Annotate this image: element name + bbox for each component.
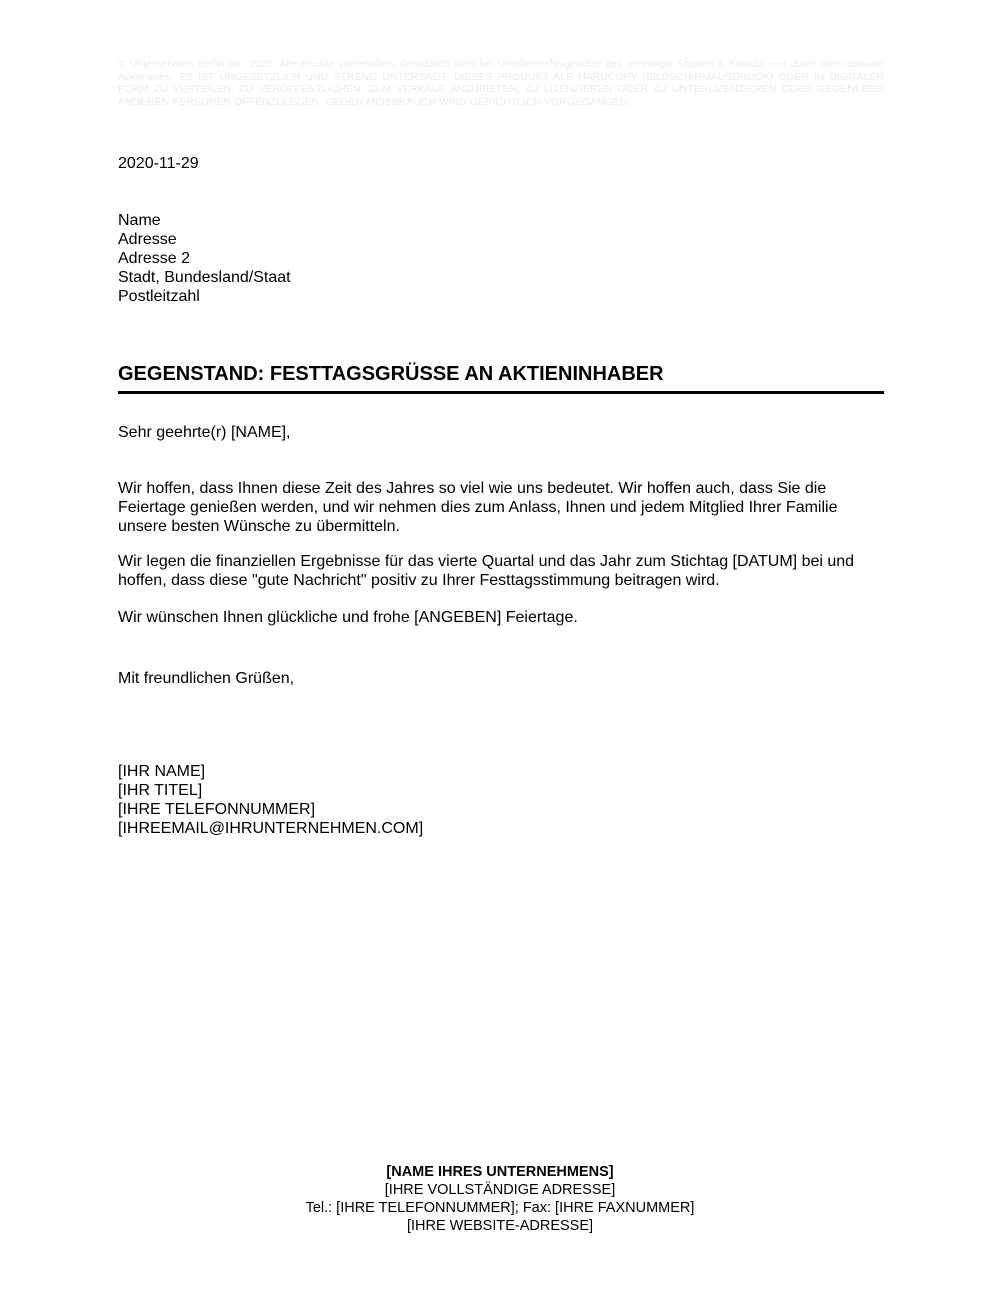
- letterhead-footer: [0, 1163, 1000, 1235]
- body-paragraph: Wir wünschen Ihnen glückliche und frohe [ANGEBEN] Feiertage.: [118, 609, 578, 626]
- subject-divider: [118, 391, 884, 394]
- recipient-address-line-1: Adresse: [118, 231, 177, 248]
- signature-phone: [IHRE TELEFONNUMMER]: [118, 801, 316, 818]
- signature-name: [IHR NAME]: [118, 763, 206, 780]
- letter-subject: GEGENSTAND: FESTTAGSGRÜSSE AN AKTIENINHABER: [118, 363, 664, 385]
- recipient-address-block: [118, 211, 291, 306]
- signature-title: [IHR TITEL]: [118, 782, 203, 799]
- recipient-postal-code: Postleitzahl: [118, 288, 200, 305]
- body-paragraph: Wir legen die finanziellen Ergebnisse für das vierte Quartal und das Jahr zum Stichtag [DATUM] bei und hoffen, dass diese "gute Nachricht" positiv zu Ihrer Festtagsstimmung beitragen wird.: [118, 553, 855, 589]
- footer-website: [IHRE WEBSITE-ADRESSE]: [406, 1218, 594, 1234]
- body-paragraph: Wir hoffen, dass Ihnen diese Zeit des Jahres so viel wie uns bedeutet. Wir hoffen auch, dass Sie die Feiertage genießen werden, und wir nehmen dies zum Anlass, Ihnen und jedem Mitglied Ihrer Familie unsere besten Wünsche zu übermitteln.: [118, 480, 838, 535]
- footer-company-name: [NAME IHRES UNTERNEHMENS]: [386, 1164, 614, 1180]
- footer-contact: Tel.: [IHRE TELEFONNUMMER]; Fax: [IHRE FAXNUMMER]: [305, 1200, 695, 1216]
- letter-date: 2020-11-29: [118, 155, 199, 172]
- recipient-city-state: Stadt, Bundesland/Staat: [118, 269, 291, 286]
- recipient-address-line-2: Adresse 2: [118, 250, 191, 267]
- recipient-name: Name: [118, 212, 161, 229]
- signature-email: [IHREEMAIL@IHRUNTERNEHMEN.COM]: [118, 820, 424, 837]
- salutation: Sehr geehrte(r) [NAME],: [118, 424, 291, 441]
- signature-block: [118, 762, 423, 838]
- closing: Mit freundlichen Grüßen,: [118, 670, 295, 687]
- footer-address: [IHRE VOLLSTÄNDIGE ADRESSE]: [384, 1182, 616, 1198]
- copyright-notice: © Unternehmen Berlin Inc. 2020. Alle Rechte vorbehalten. Gesetzlich nicht bei Urheberrechtsgesetze des Vereinigte Staaten & Kanada und durch internationale Abkommen. ES IST UNGESETZLICH UND STRENG UNTERSAGT, DIESES PRODUKT ALS HARDCOPY (BILDSCHIRMAUSDRUCK) ODER IN DIGITALER FORM ZU VERTEILEN, ZU VERÖFFENTLICHEN, ZUM VERKAUF ANZUBIETEN, ZU LIZENZIEREN ODER ZU UNTERLIZENZIEREN ODER GEGENÜBER ANDEREN PERSONEN OFFENZULEGEN. GEGEN MISSBRAUCH WIRD GERICHTLICH VORGEGANGEN.: [118, 58, 884, 108]
